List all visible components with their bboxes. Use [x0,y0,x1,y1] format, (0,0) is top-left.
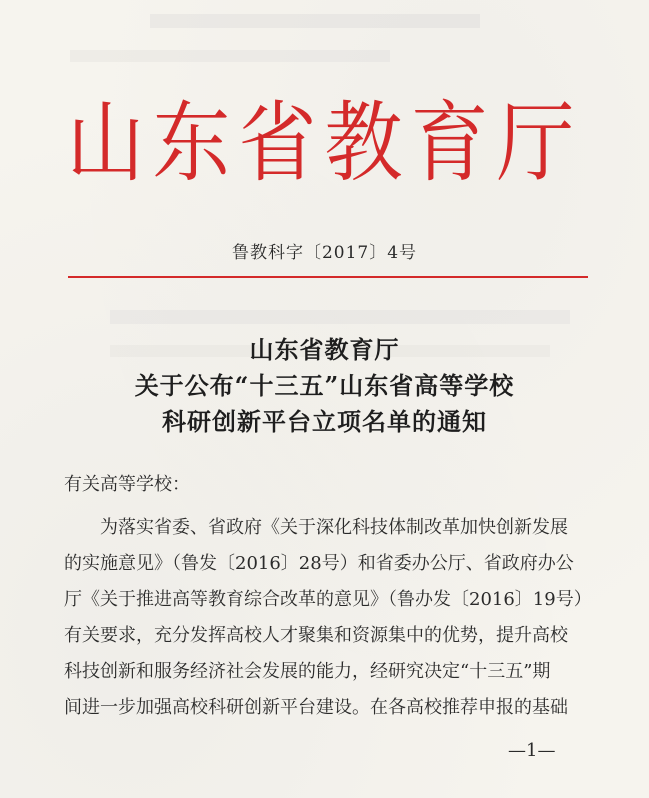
red-divider-line [68,276,588,278]
issuer-letterhead: 山东省教育厅 [66,93,583,195]
body-line: 科技创新和服务经济社会发展的能力，经研究决定“十三五”期 [64,661,551,682]
bleed-through-decoration [70,50,390,62]
title-line-1: 山东省教育厅 [249,335,400,364]
document-number: 鲁教科字〔2017〕4号 [231,243,418,263]
title-line-2: 关于公布“十三五”山东省高等学校 [134,371,515,400]
bleed-through-decoration [110,310,570,324]
salutation: 有关高等学校： [64,474,190,495]
title-line-3: 科研创新平台立项名单的通知 [162,407,487,436]
bleed-through-decoration [150,14,480,28]
body-line: 为落实省委、省政府《关于深化科技体制改革加快创新发展 [100,517,568,538]
body-line: 厅《关于推进高等教育综合改革的意见》（鲁办发〔2016〕19号） [64,589,592,610]
page-number: —1— [508,740,556,761]
body-line: 有关要求，充分发挥高校人才聚集和资源集中的优势，提升高校 [64,625,568,646]
body-line: 间进一步加强高校科研创新平台建设。在各高校推荐申报的基础 [64,697,568,718]
body-line: 的实施意见》（鲁发〔2016〕28号）和省委办公厅、省政府办公 [64,553,574,574]
